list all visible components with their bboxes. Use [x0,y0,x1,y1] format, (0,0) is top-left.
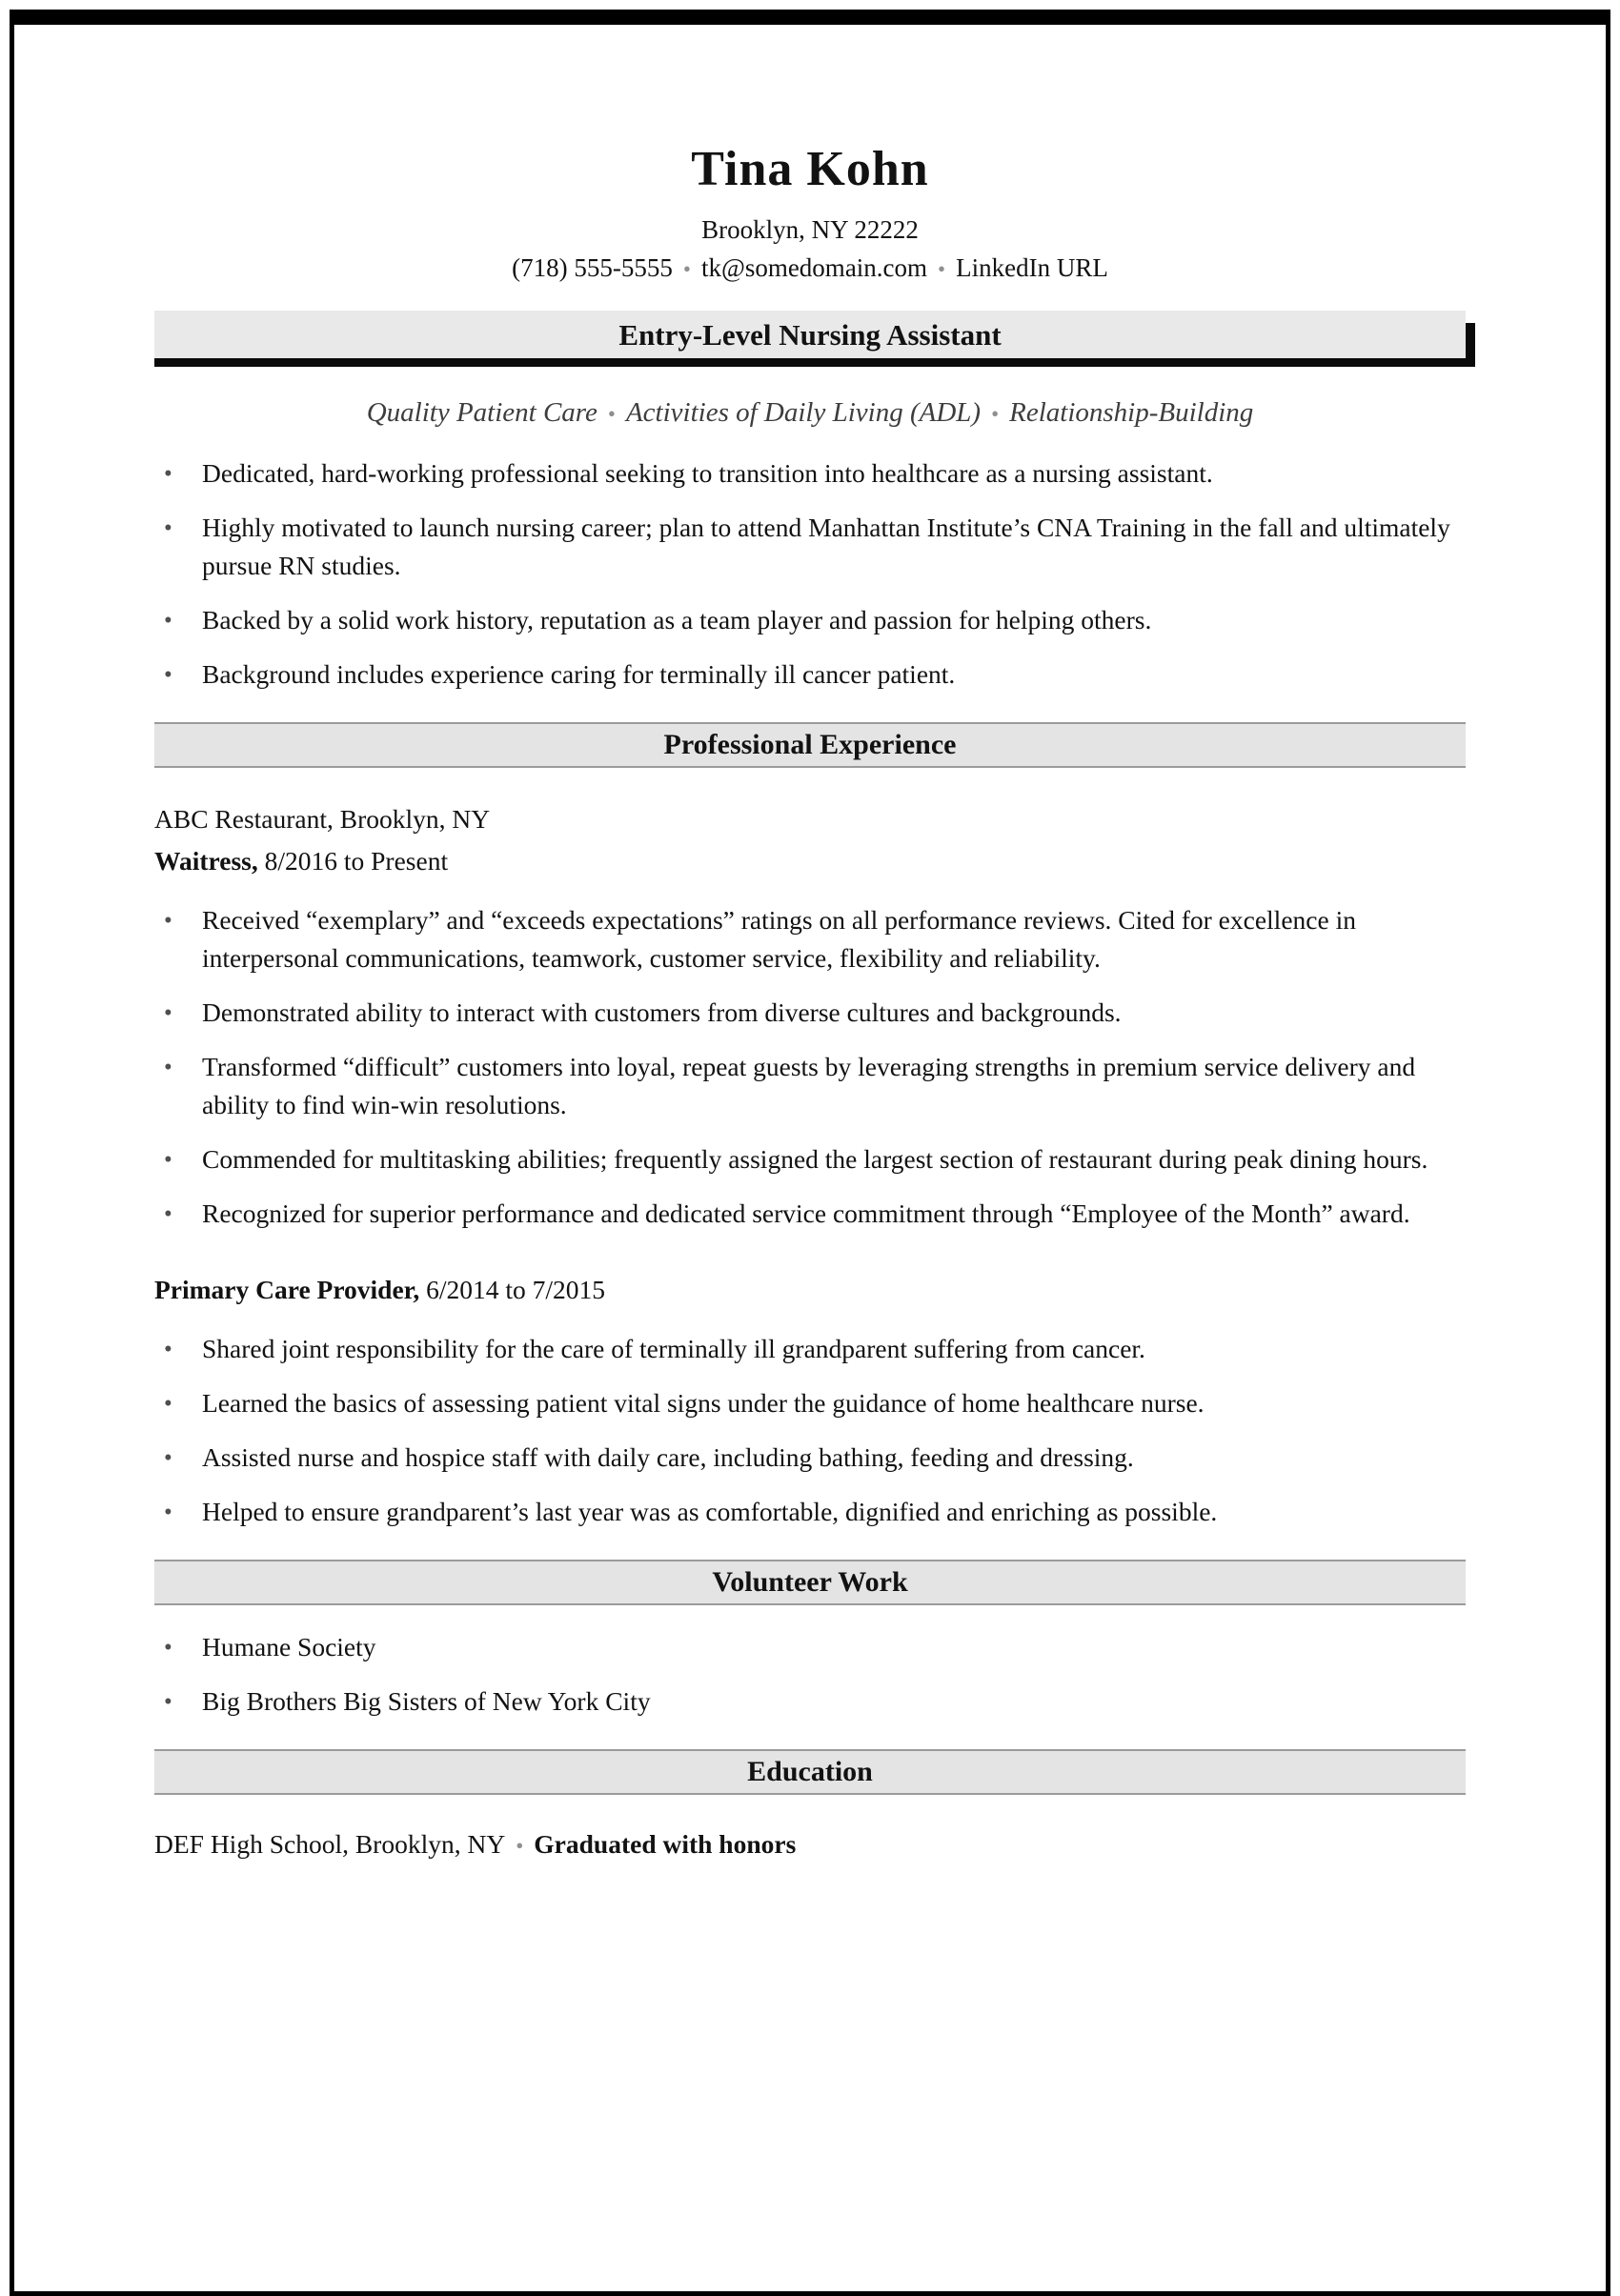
summary-bullet: • Backed by a solid work history, reputation as a team player and passion for helping others. [154,601,1466,639]
job-bullet: • Commended for multitasking abilities; frequently assigned the largest section of restaurant during peak dining hours. [154,1140,1466,1178]
job-bullet: • Demonstrated ability to interact with customers from diverse cultures and backgrounds. [154,994,1466,1032]
separator-dot: • [991,402,1000,426]
candidate-name: Tina Kohn [691,142,929,196]
job-title-line [154,1273,1466,1307]
separator-dot: • [516,1834,524,1858]
section-header-volunteer-work [154,1560,1466,1605]
job-bullet-list [154,1330,1466,1531]
volunteer-item: • Big Brothers Big Sisters of New York City [154,1682,1466,1721]
employer-line: ABC Restaurant, Brooklyn, NY [154,804,491,834]
tagline-item: Quality Patient Care [366,397,597,428]
separator-dot: • [938,257,946,281]
summary-list [154,454,1466,694]
job-bullet-list [154,901,1466,1233]
job-title-line [154,844,1466,878]
job-role: Primary Care Provider, [154,1275,420,1304]
separator-dot: • [682,257,691,281]
summary-bullet: • Highly motivated to launch nursing career; plan to attend Manhattan Institute’s CNA Training in the fall and ultimately pursue RN studies. [154,509,1466,585]
tagline-item: Relationship-Building [1009,397,1254,428]
summary-bullet: • Background includes experience caring for terminally ill cancer patient. [154,655,1466,694]
section-header-education [154,1749,1466,1795]
job-bullet: • Shared joint responsibility for the care of terminally ill grandparent suffering from cancer. [154,1330,1466,1368]
section-header-text: Volunteer Work [712,1566,908,1598]
contact-linkedin: LinkedIn URL [956,253,1108,282]
section-header-text: Professional Experience [663,729,957,760]
separator-dot: • [607,402,616,426]
job-bullet: • Helped to ensure grandparent’s last year was as comfortable, dignified and enriching as possible. [154,1493,1466,1531]
job-title-banner [154,311,1466,367]
job-bullet: • Assisted nurse and hospice staff with daily care, including bathing, feeding and dressing. [154,1439,1466,1477]
volunteer-list [154,1628,1466,1721]
education-honors: Graduated with honors [534,1829,797,1859]
contact-location: Brooklyn, NY 22222 [701,215,919,244]
job-dates: 6/2014 to 7/2015 [426,1275,606,1304]
section-header-text: Education [747,1756,873,1787]
job-dates: 8/2016 to Present [264,846,449,876]
contact-phone: (718) 555-5555 [512,253,673,282]
volunteer-item: • Humane Society [154,1628,1466,1666]
summary-bullet: • Dedicated, hard-working professional seeking to transition into healthcare as a nursing assistant. [154,454,1466,493]
job-bullet: • Recognized for superior performance and dedicated service commitment through “Employee of the Month” award. [154,1195,1466,1233]
education-school: DEF High School, Brooklyn, NY [154,1829,506,1859]
job-role: Waitress, [154,846,258,876]
section-header-professional-experience [154,722,1466,768]
job-title-banner-text: Entry-Level Nursing Assistant [618,318,1002,352]
tagline-item: Activities of Daily Living (ADL) [625,397,982,428]
contact-line [154,252,1466,286]
education-line [154,1827,1466,1863]
job-bullet: • Transformed “difficult” customers into loyal, repeat guests by leveraging strengths in premium service delivery and ability to find win-win resolutions. [154,1048,1466,1124]
contact-email: tk@somedomain.com [700,253,928,282]
job-bullet: • Received “exemplary” and “exceeds expectations” ratings on all performance reviews. Cited for excellence in interpersonal communications, teamwork, customer service, flexibility and reliability. [154,901,1466,977]
skills-tagline [154,395,1466,432]
job-bullet: • Learned the basics of assessing patient vital signs under the guidance of home healthcare nurse. [154,1384,1466,1422]
